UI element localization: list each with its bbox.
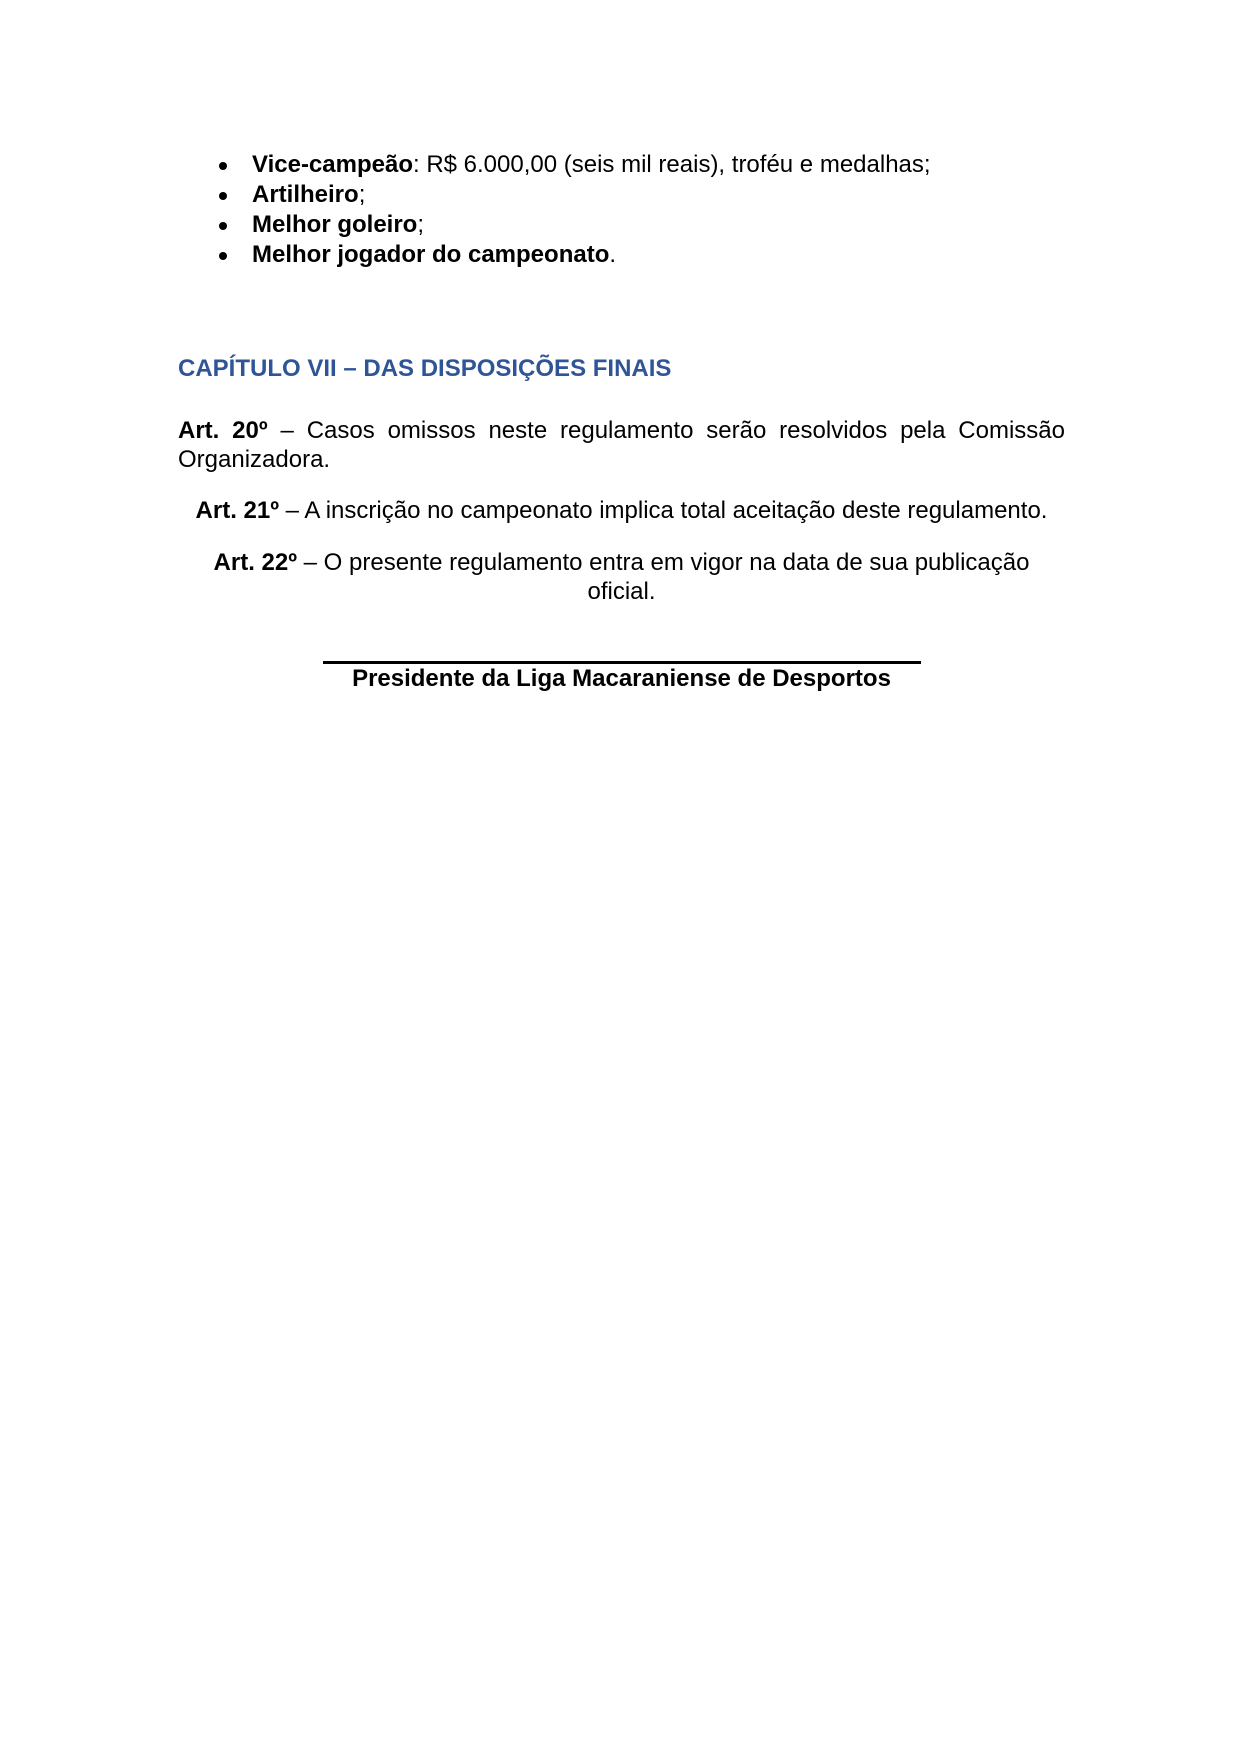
- article-22: [178, 548, 1065, 606]
- article-number: Art. 20º: [178, 417, 268, 444]
- signature-name: Presidente da Liga Macaraniense de Desportos: [352, 665, 891, 692]
- article-text: – O presente regulamento entra em vigor na data de sua publicação oficial.: [297, 549, 1030, 605]
- chapter-heading: CAPÍTULO VII – DAS DISPOSIÇÕES FINAIS: [178, 355, 672, 382]
- list-item: [215, 150, 1075, 180]
- article-20: [178, 416, 1065, 474]
- article-text: – Casos omissos neste regulamento serão resolvidos pela Comissão Organizadora.: [178, 417, 1065, 473]
- prize-text: ;: [358, 181, 366, 208]
- prize-text: : R$ 6.000,00 (seis mil reais), troféu e medalhas;: [412, 151, 931, 178]
- prize-label: Vice-campeão: [252, 151, 413, 178]
- bullet-icon: [219, 192, 227, 200]
- article-number: Art. 21º: [195, 497, 279, 524]
- prize-text: ;: [417, 211, 425, 238]
- prize-list: [215, 150, 1075, 270]
- list-item: [215, 240, 1075, 270]
- list-item: [215, 180, 1075, 210]
- bullet-icon: [219, 252, 227, 260]
- prize-text: .: [609, 241, 617, 268]
- prize-label: Melhor goleiro: [252, 211, 418, 238]
- list-item: [215, 210, 1075, 240]
- article-text: – A inscrição no campeonato implica total aceitação deste regulamento.: [279, 497, 1048, 524]
- bullet-icon: [219, 162, 227, 170]
- bullet-icon: [219, 222, 227, 230]
- prize-label: Melhor jogador do campeonato: [252, 241, 610, 268]
- prize-label: Artilheiro: [252, 181, 359, 208]
- article-21: [178, 496, 1065, 525]
- article-number: Art. 22º: [213, 549, 297, 576]
